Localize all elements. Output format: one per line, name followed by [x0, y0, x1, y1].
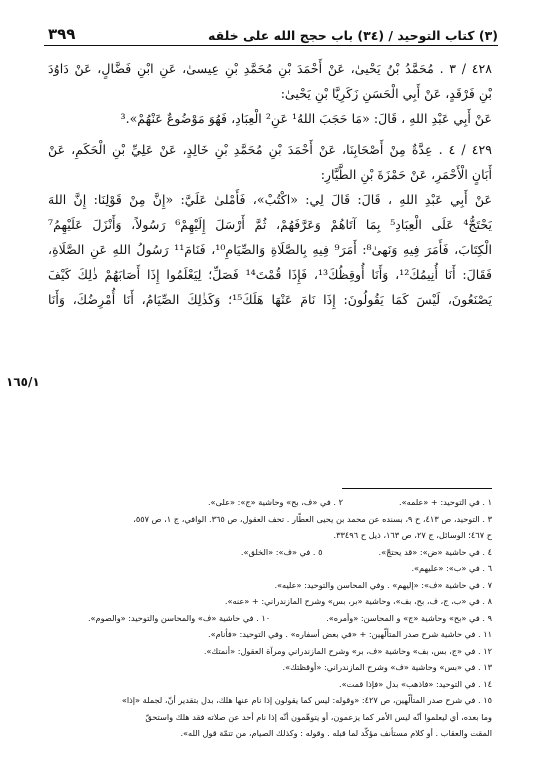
footnote-1: ١ . في التوحيد: + «علمه».	[398, 497, 492, 507]
footnote-6: ٦ . في «ب»: «عليهم».	[411, 563, 492, 573]
header-rule	[44, 45, 498, 46]
footnote-15-cont: المقت والعقاب . أو كلام مستأنف مؤكّد لما قبله . وقوله : وكذلك الصيام، من تتمّة قول الله».	[180, 728, 492, 738]
footnote-14: ١٤ . في التوحيد: «فاذهب» بدل «فإذا قمت».	[338, 678, 492, 689]
footnote-12: ١٢ . في «ج، بس، بف» وحاشية «ف، بر» وشرح المازندراني ومرآة العقول: «أنمتك».	[203, 645, 492, 656]
footnote-3: ٣ . التوحيد، ص ٤١٣، ح ٩، بسنده عن محمد بن يحيى العطّار . تحف العقول، ص ٣٦٥. الوافي، ج ١، ص ٥٥٧،	[133, 513, 492, 524]
footnote-row	[48, 544, 492, 561]
footnote-9: ٩ . في «بح» وحاشية «ج» و المحاسن: «وأمره».	[326, 612, 492, 623]
footnote-7: ٧ . في حاشية «ف»: «إليهم» . وفي المحاسن والتوحيد: «عليه».	[274, 579, 492, 590]
footnote-13: ١٣ . في «بس» وحاشية «ف» وشرح المازندراني: «أوقظتك».	[282, 662, 492, 672]
footnote-3-cont: ح ٤٦٧؛ الوسائل، ج ٢٧، ص ١٦٣، ذيل ح ٣٣٤٩٦.	[333, 530, 492, 540]
margin-reference: ١٦٥/١	[6, 375, 40, 389]
text-line: عَنْ أَبِي عَبْدِ اللهِ ، قَالَ: «مَا حَجَبَ اللهُ¹ عَنِ² الْعِبَادِ، فَهُوَ مَوْضُوعٌ عَنْهُمْ».³	[120, 111, 492, 126]
page-header	[48, 21, 498, 43]
text-line: فَقَالَ: أَنَا أُنِيمُكَ¹²، وَأَنَا أُوقِظُكَ¹³، فَإِذَا قُمْتَ¹⁴ فَصَلِّ؛ لِيَعْلَمُوا إِذَا أَصَابَهُمْ ذٰلِكَ كَيْفَ	[48, 267, 492, 282]
footnotes	[48, 494, 492, 742]
text-line: يَحْتَجُّ⁴ عَلَى الْعِبَادِ⁵ بِمَا آتَاهُمْ وَعَرَّفَهُمْ، ثُمَّ أَرْسَلَ إِلَيْهِمْ⁶ رَسُولاً، وَأَنْزَلَ عَلَيْهِمُ⁷	[48, 217, 492, 232]
footnote-15: ١٥ . في شرح صدر المتألّهين، ص ٤٢٧: «وقوله: ليس كما يقولون إذا نام عنها هلك، بدل بتقدير أنّ، لجملة «إذا»	[121, 695, 492, 705]
footnote-8: ٨ . في «ب، ج، ف، بح، بف»، وحاشية «بر، بس» وشرح المازندراني: + «عنه».	[224, 596, 492, 606]
footnote-2: ٢ . في «ف، بح» وحاشية «ج»: «على».	[207, 497, 343, 507]
text-line: أَبَانٍ الْأَحْمَرِ، عَنْ حَمْزَةَ بْنِ الطَّيَّارِ:	[320, 167, 492, 182]
text-line: الْكِتَابَ، فَأَمَرَ فِيهِ وَنَهىٰ⁸: أَمَرَ⁹ فِيهِ بِالصَّلَاةِ وَالصِّيَامِ¹⁰، فَنَامَ¹¹ رَسُولُ اللهِ عَنِ الصَّلَاةِ،	[48, 242, 492, 257]
footnote-4: ٤ . في حاشية «ض»: «قد يحتجّ».	[378, 546, 492, 557]
text-line: يَصْنَعُونَ، لَيْسَ كَمَا يَقُولُونَ: إِذَا نَامَ عَنْهَا هَلَكَ¹⁵؛ وَكَذٰلِكَ الصِّيَامُ، أَنَا أُمْرِضُكَ، وَأَنَا	[48, 292, 492, 307]
footnote-row	[48, 610, 492, 627]
footnote-rule	[342, 488, 492, 489]
footnote-5: ٥ . في «ف»: «الخلق».	[240, 546, 323, 557]
text-line: عَنْ أَبِي عَبْدِ اللهِ ، قَالَ: قَالَ لِي: «اكْتُبْ»، فَأَمْلىٰ عَلَيَّ: «إِنَّ مِنْ قَوْلِنَا: إِنَّ اللهَ	[48, 192, 492, 207]
main-text	[48, 56, 492, 312]
footnote-row	[48, 494, 492, 511]
footnote-15-cont: وما بعده، أي ليعلموا أنّه ليس الأمر كما يزعمون، أو يتوهّمون أنّه إذا نام أحد عن صلاته فقد هلك واستحقّ	[145, 711, 492, 722]
hadith-429	[48, 137, 492, 312]
text-line: بْنِ فَرْقَدٍ، عَنْ أَبِي الْحَسَنِ زَكَرِيَّا بْنِ يَحْيىٰ:	[280, 86, 492, 101]
text-line: ٤٢٩ / ٤ . عِدَّةٌ مِنْ أَصْحَابِنَا، عَنْ أَحْمَدَ بْنِ مُحَمَّدِ بْنِ خَالِدٍ، عَنْ عَلِيِّ بْنِ الْحَكَمِ، عَنْ	[48, 142, 492, 157]
text-line: ٤٢٨ / ٣ . مُحَمَّدُ بْنُ يَحْيىٰ، عَنْ أَحْمَدَ بْنِ مُحَمَّدِ بْنِ عِيسىٰ، عَنِ ابْنِ فَضَّالٍ، عَنْ دَاوُدَ	[48, 61, 492, 76]
footnote-10: ١٠ . في حاشية «ف» والمحاسن والتوحيد: «والصوم».	[87, 612, 271, 623]
page-number: ٣٩٩	[48, 25, 76, 43]
running-head: (٣) كتاب التوحيد / (٣٤) باب حجج الله على خلقه	[208, 28, 498, 43]
footnote-11: ١١ . في حاشية شرح صدر المتألّهين: + «في بعض أسفاره» . وفي التوحيد: «فأنام».	[207, 629, 492, 639]
hadith-428	[48, 56, 492, 131]
